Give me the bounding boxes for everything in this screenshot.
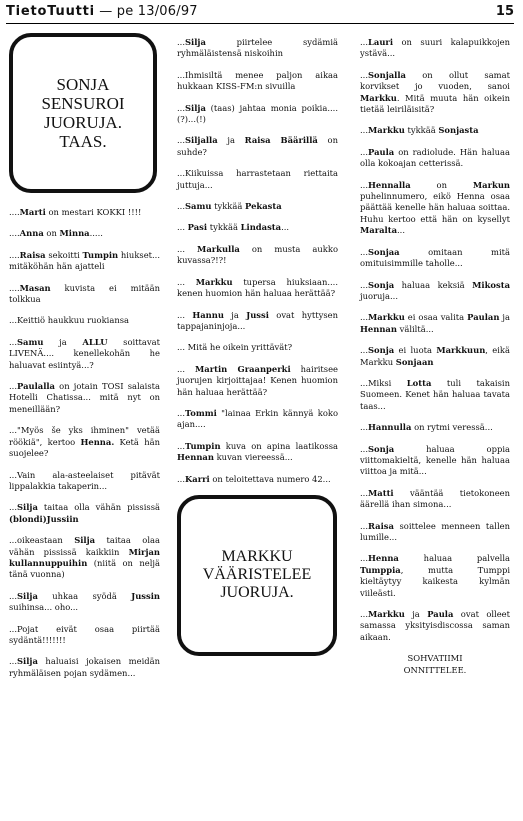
gossip-name: Henna bbox=[368, 553, 399, 564]
gossip-name: Markulla bbox=[197, 243, 240, 254]
gossip-text: ... bbox=[9, 381, 17, 392]
gossip-text: ... bbox=[360, 179, 368, 190]
gossip-text: , mutta Tumppi kieltäytyy kaikesta kylmän viileästi. bbox=[360, 564, 510, 598]
gossip-text: on musta aukko kuvassa?!?! bbox=[177, 243, 338, 266]
gossip-name: Tumppia bbox=[360, 564, 401, 575]
gossip-text: on jotain TOSI salaista Hotelli Chatissa... mitä nyt on meneillään? bbox=[9, 381, 160, 414]
gossip-name: Paulalla bbox=[17, 381, 55, 392]
gossip-item bbox=[177, 103, 338, 126]
gossip-text: ja bbox=[223, 309, 247, 320]
gossip-text: sekoitti bbox=[45, 249, 83, 260]
gossip-text: haluaa palvella bbox=[398, 553, 510, 564]
gossip-text: ... bbox=[177, 440, 185, 451]
gossip-name: Markku bbox=[195, 276, 233, 287]
gossip-text: tupersa hiuksiaan.... kenen huomion hän haluaa herättää? bbox=[177, 276, 338, 299]
gossip-item bbox=[360, 312, 510, 335]
gossip-item bbox=[360, 147, 510, 170]
gossip-text: ... bbox=[360, 345, 368, 356]
headline-line: JUORUJA. bbox=[220, 584, 294, 602]
gossip-text: on teloitettava numero 42... bbox=[209, 473, 331, 484]
gossip-text: ... bbox=[177, 201, 185, 212]
gossip-text: juoruja... bbox=[360, 290, 399, 301]
gossip-name: Markun bbox=[472, 179, 510, 190]
headline-box-sonja bbox=[9, 33, 157, 193]
gossip-text: Ketä hän suojelee? bbox=[9, 436, 160, 459]
gossip-text: , eikä Markku bbox=[360, 345, 510, 367]
gossip-list bbox=[9, 207, 160, 679]
gossip-text: ...oikeastaan bbox=[9, 535, 75, 546]
gossip-text: ... bbox=[9, 656, 17, 667]
gossip-name: Silja bbox=[185, 37, 206, 47]
gossip-text: ... bbox=[360, 443, 368, 454]
gossip-item bbox=[9, 624, 160, 647]
newsletter-title: TietoTuutti bbox=[6, 4, 95, 19]
gossip-list bbox=[360, 37, 510, 643]
gossip-name: Raisa Bäärillä bbox=[244, 135, 318, 146]
gossip-item bbox=[177, 441, 338, 464]
gossip-name: Mirjan kullannuppuihin bbox=[9, 546, 160, 568]
gossip-text: ei osaa valita bbox=[404, 312, 468, 323]
gossip-name: Paulan bbox=[467, 312, 500, 323]
gossip-item bbox=[9, 228, 160, 239]
gossip-text: tykkää bbox=[211, 201, 245, 212]
gossip-name: Sonjaa bbox=[368, 246, 400, 257]
gossip-text: ... bbox=[360, 125, 368, 136]
gossip-item bbox=[360, 70, 510, 116]
gossip-text: ja bbox=[404, 609, 428, 620]
gossip-text: ... bbox=[281, 222, 290, 233]
gossip-text: ... bbox=[177, 102, 185, 113]
gossip-text: omitaan mitä omituisimmille taholle... bbox=[360, 246, 510, 269]
gossip-text: ja bbox=[499, 312, 510, 323]
gossip-name: Marti bbox=[19, 207, 46, 217]
gossip-name: Markku bbox=[368, 312, 405, 323]
gossip-item bbox=[9, 207, 160, 218]
gossip-text: on bbox=[43, 228, 60, 239]
gossip-item bbox=[9, 250, 160, 273]
gossip-text: ... bbox=[360, 520, 368, 531]
gossip-text: ja bbox=[43, 336, 83, 347]
gossip-text: hairitsee juorujen kirjoittajaa! Kenen huomion hän haluaa herättää? bbox=[177, 363, 338, 397]
gossip-name: Markkuun bbox=[436, 345, 486, 356]
gossip-list bbox=[177, 37, 338, 485]
gossip-name: Hannulla bbox=[368, 422, 412, 433]
gossip-name: Masan bbox=[19, 282, 51, 293]
gossip-name: Tommi bbox=[185, 407, 217, 418]
gossip-item bbox=[9, 425, 160, 459]
gossip-name: Karri bbox=[185, 473, 210, 484]
gossip-item bbox=[9, 535, 160, 581]
gossip-item bbox=[360, 488, 510, 511]
headline-line: SENSUROI bbox=[41, 94, 125, 113]
gossip-name: Paula bbox=[368, 146, 395, 157]
gossip-name: Henna. bbox=[80, 436, 115, 447]
gossip-text: on suuri kalapuikkojen ystävä... bbox=[360, 37, 510, 59]
gossip-name: Samu bbox=[17, 336, 44, 347]
gossip-name: Tumpin bbox=[82, 249, 119, 260]
gossip-name: Siljalla bbox=[185, 135, 218, 146]
gossip-text: ... bbox=[177, 135, 185, 146]
gossip-text: ...Kiikuissa harrastetaan riettaita juttuja... bbox=[177, 168, 338, 190]
gossip-text: on mestari KOKKI !!!! bbox=[45, 207, 142, 217]
headline-line: MARKKU bbox=[221, 548, 293, 566]
gossip-name: Samu bbox=[185, 201, 212, 212]
gossip-item bbox=[360, 180, 510, 237]
gossip-text: ... bbox=[360, 422, 368, 433]
gossip-name: Silja bbox=[17, 502, 38, 513]
gossip-text: on ollut samat korvikset jo vuoden, sanoi bbox=[360, 69, 510, 92]
gossip-item bbox=[360, 444, 510, 478]
headline-line: TAAS. bbox=[59, 132, 107, 151]
gossip-text: on bbox=[410, 179, 473, 190]
gossip-text: hiukset... mitäköhän hän ajatteli bbox=[9, 249, 160, 272]
gossip-item bbox=[360, 378, 510, 412]
gossip-name: Pasi bbox=[187, 222, 208, 233]
gossip-text: .... bbox=[9, 249, 20, 260]
gossip-name: Lauri bbox=[368, 37, 393, 47]
gossip-name: Minna bbox=[59, 228, 90, 239]
gossip-name: Silja bbox=[17, 590, 38, 601]
gossip-name: Raisa bbox=[19, 249, 46, 260]
headline-line: SONJA bbox=[56, 75, 110, 94]
gossip-text: tykkää bbox=[404, 125, 439, 136]
gossip-item bbox=[360, 280, 510, 303]
gossip-text: ...Ihmisiltä menee paljon aikaa hukkaan KISS-FM:n sivuilla bbox=[177, 69, 338, 92]
gossip-text: taitaa olla vähän pississä bbox=[37, 502, 160, 513]
gossip-item bbox=[9, 283, 160, 306]
gossip-text: ... bbox=[177, 222, 188, 233]
gossip-name: Raisa bbox=[368, 520, 394, 531]
gossip-text: haluaa oppia viittomakieltä, kenelle hän haluaa viittoa ja mitä... bbox=[360, 443, 510, 477]
gossip-text: piirtelee sydämiä ryhmäläistensä niskoihin bbox=[177, 37, 338, 59]
gossip-text: ... bbox=[9, 502, 17, 513]
gossip-text: ... bbox=[177, 407, 185, 418]
gossip-item bbox=[360, 422, 510, 433]
gossip-name: Hennan bbox=[360, 323, 397, 334]
gossip-item bbox=[9, 656, 160, 679]
gossip-name: Sonjaan bbox=[395, 356, 434, 367]
gossip-item bbox=[9, 591, 160, 614]
gossip-text: .... bbox=[9, 282, 20, 293]
gossip-text: .... bbox=[9, 228, 20, 239]
gossip-text: kuvan viereessä... bbox=[213, 452, 293, 463]
gossip-item bbox=[177, 201, 338, 212]
gossip-text: ... bbox=[177, 243, 198, 254]
signature-line: ONNITTELEE. bbox=[403, 664, 467, 675]
gossip-text: ... bbox=[360, 246, 368, 257]
gossip-text: ... bbox=[360, 37, 368, 47]
gossip-text: soittavat LIVENÄ.... kenellekohän he haluavat esiintyä...? bbox=[9, 336, 161, 370]
gossip-column-2 bbox=[177, 37, 338, 656]
gossip-item bbox=[177, 37, 338, 60]
gossip-text: haluaa keksiä bbox=[394, 279, 473, 290]
gossip-item bbox=[177, 342, 338, 353]
gossip-item bbox=[360, 521, 510, 544]
signature bbox=[360, 653, 510, 676]
gossip-text: ... bbox=[177, 276, 196, 287]
gossip-name: Jussin bbox=[131, 590, 160, 601]
gossip-name: Martin Graanperki bbox=[195, 363, 291, 374]
gossip-text: ... bbox=[360, 487, 368, 498]
gossip-text: ... Mitä he oikein yrittävät? bbox=[177, 342, 293, 353]
gossip-text: suihinsa... oho... bbox=[9, 602, 79, 613]
gossip-name: Jussi bbox=[246, 309, 269, 320]
gossip-column-1 bbox=[9, 33, 160, 689]
gossip-text: .... bbox=[9, 207, 20, 217]
gossip-name: Pekasta bbox=[245, 201, 282, 212]
gossip-text: ...Pojat eivät osaa piirtää sydäntä!!!!!!! bbox=[9, 623, 160, 645]
gossip-name: Maralta bbox=[360, 225, 398, 236]
gossip-text: ... bbox=[177, 37, 185, 47]
gossip-item bbox=[360, 247, 510, 270]
gossip-item bbox=[177, 168, 338, 191]
gossip-text: ...Miksi bbox=[360, 377, 407, 388]
gossip-name: Lotta bbox=[406, 377, 432, 388]
gossip-text: ... bbox=[360, 146, 368, 157]
gossip-item bbox=[177, 474, 338, 485]
gossip-name: Sonjalla bbox=[368, 69, 406, 80]
gossip-name: Paula bbox=[427, 609, 454, 620]
gossip-item bbox=[360, 345, 510, 368]
gossip-item bbox=[177, 364, 338, 398]
gossip-name: ALLU bbox=[82, 336, 108, 347]
gossip-item bbox=[9, 470, 160, 493]
gossip-item bbox=[9, 381, 160, 415]
gossip-text: ... bbox=[177, 309, 193, 320]
gossip-name: Hannu bbox=[192, 309, 224, 320]
gossip-item bbox=[9, 337, 160, 371]
gossip-column-3 bbox=[360, 37, 510, 676]
gossip-text: taitaa olaa vähän pississä kaikkiin bbox=[9, 535, 161, 557]
gossip-text: kuva on apina laatikossa bbox=[220, 440, 338, 451]
gossip-text: haluaisi jokaisen meidän ryhmäläisen pojan sydämen... bbox=[9, 656, 160, 678]
page-number: 15 bbox=[495, 4, 514, 19]
gossip-name: Silja bbox=[17, 656, 38, 667]
header-left bbox=[6, 4, 198, 19]
gossip-name: Mikosta bbox=[472, 279, 510, 290]
gossip-text: . Mitä muuta hän oikein tietää leiriläisitä? bbox=[360, 92, 510, 115]
gossip-item bbox=[360, 125, 510, 136]
page-header bbox=[6, 3, 514, 24]
gossip-name: Matti bbox=[368, 487, 394, 498]
gossip-name: Sonjasta bbox=[438, 125, 479, 136]
gossip-name: Sonja bbox=[368, 279, 395, 290]
gossip-text: ... bbox=[9, 590, 17, 601]
gossip-item bbox=[177, 310, 338, 333]
gossip-text: (niitä on neljä tänä vuonna) bbox=[9, 557, 160, 580]
gossip-text: ... bbox=[360, 553, 368, 564]
gossip-name: (blondi)Jussiin bbox=[9, 513, 79, 524]
gossip-text: tuli takaisin Suomeen. Kenet hän haluaa tavata taas... bbox=[360, 377, 510, 411]
gossip-item bbox=[177, 135, 338, 158]
gossip-item bbox=[177, 277, 338, 300]
issue-date: — pe 13/06/97 bbox=[99, 4, 198, 19]
headline-box-markku bbox=[177, 495, 337, 656]
gossip-name: Sonja bbox=[368, 345, 395, 356]
gossip-item bbox=[360, 553, 510, 599]
gossip-text: soittelee menneen tallen lumille... bbox=[360, 520, 510, 542]
gossip-text: uhkaa syödä bbox=[37, 590, 132, 601]
gossip-text: ja bbox=[217, 135, 245, 146]
gossip-name: Hennan bbox=[177, 452, 214, 463]
gossip-item bbox=[360, 37, 510, 60]
gossip-item bbox=[360, 609, 510, 643]
gossip-name: Tumpin bbox=[185, 440, 221, 451]
gossip-text: ... bbox=[177, 363, 196, 374]
gossip-text: "lainaa Erkin kännyä koko ajan.... bbox=[177, 407, 338, 430]
gossip-name: Silja bbox=[185, 102, 206, 113]
gossip-text: väliltä... bbox=[396, 323, 434, 334]
gossip-item bbox=[177, 408, 338, 431]
gossip-text: tykkää bbox=[207, 222, 241, 233]
headline-line: VÄÄRISTELEE bbox=[202, 566, 312, 584]
gossip-text: (taas) jahtaa monia poikia....(?)...(!) bbox=[177, 102, 338, 125]
gossip-text: ...Vain ala-asteelaiset pitävät lippalakkia takaperin... bbox=[9, 469, 160, 491]
gossip-name: Lindasta bbox=[240, 222, 282, 233]
gossip-text: on radiolude. Hän haluaa olla kokoajan cetterissä. bbox=[360, 146, 510, 169]
signature-line: SOHVATIIMI bbox=[407, 653, 463, 664]
gossip-text: ... bbox=[360, 609, 368, 620]
gossip-item bbox=[177, 70, 338, 93]
gossip-text: puhelinnumero, eikö Henna osaa päättää kenelle hän haluaa soittaa. Huhu kertoo että hän on kysellyt bbox=[360, 191, 510, 224]
gossip-text: ovat olleet samassa yksityisdiscossa saman aikaan. bbox=[360, 609, 511, 642]
gossip-text: ... bbox=[177, 473, 185, 484]
gossip-text: kuvista ei mitään tolkkua bbox=[9, 282, 160, 305]
gossip-item bbox=[177, 222, 338, 233]
gossip-text: ...Keittiö haukkuu ruokiansa bbox=[9, 315, 130, 326]
gossip-name: Sonja bbox=[368, 443, 395, 454]
gossip-item bbox=[9, 502, 160, 525]
gossip-name: Anna bbox=[19, 228, 44, 239]
gossip-text: ... bbox=[9, 336, 17, 347]
gossip-name: Silja bbox=[74, 535, 96, 546]
gossip-text: ei luota bbox=[394, 345, 437, 356]
gossip-text: ..."Myös še yks ihminen" vetää röökiä", kertoo bbox=[9, 425, 160, 447]
gossip-text: on rytmi veressä... bbox=[411, 422, 493, 433]
gossip-text: ovat hyttysen tappajaninjoja... bbox=[177, 309, 338, 331]
gossip-name: Markku bbox=[360, 92, 397, 103]
gossip-text: ... bbox=[397, 225, 406, 236]
gossip-text: ... bbox=[360, 69, 368, 80]
gossip-name: Hennalla bbox=[368, 179, 411, 190]
gossip-text: ..... bbox=[89, 228, 103, 239]
gossip-item bbox=[177, 244, 338, 267]
gossip-text: ... bbox=[360, 312, 368, 323]
gossip-text: ... bbox=[360, 279, 368, 290]
gossip-name: Markku bbox=[368, 125, 405, 136]
gossip-text: on suhde? bbox=[177, 135, 338, 157]
headline-line: JUORUJA. bbox=[44, 113, 122, 132]
gossip-item bbox=[9, 315, 160, 326]
gossip-text: vääntää tietokoneen äärellä ihan simona... bbox=[360, 487, 510, 510]
gossip-name: Markku bbox=[368, 609, 405, 620]
